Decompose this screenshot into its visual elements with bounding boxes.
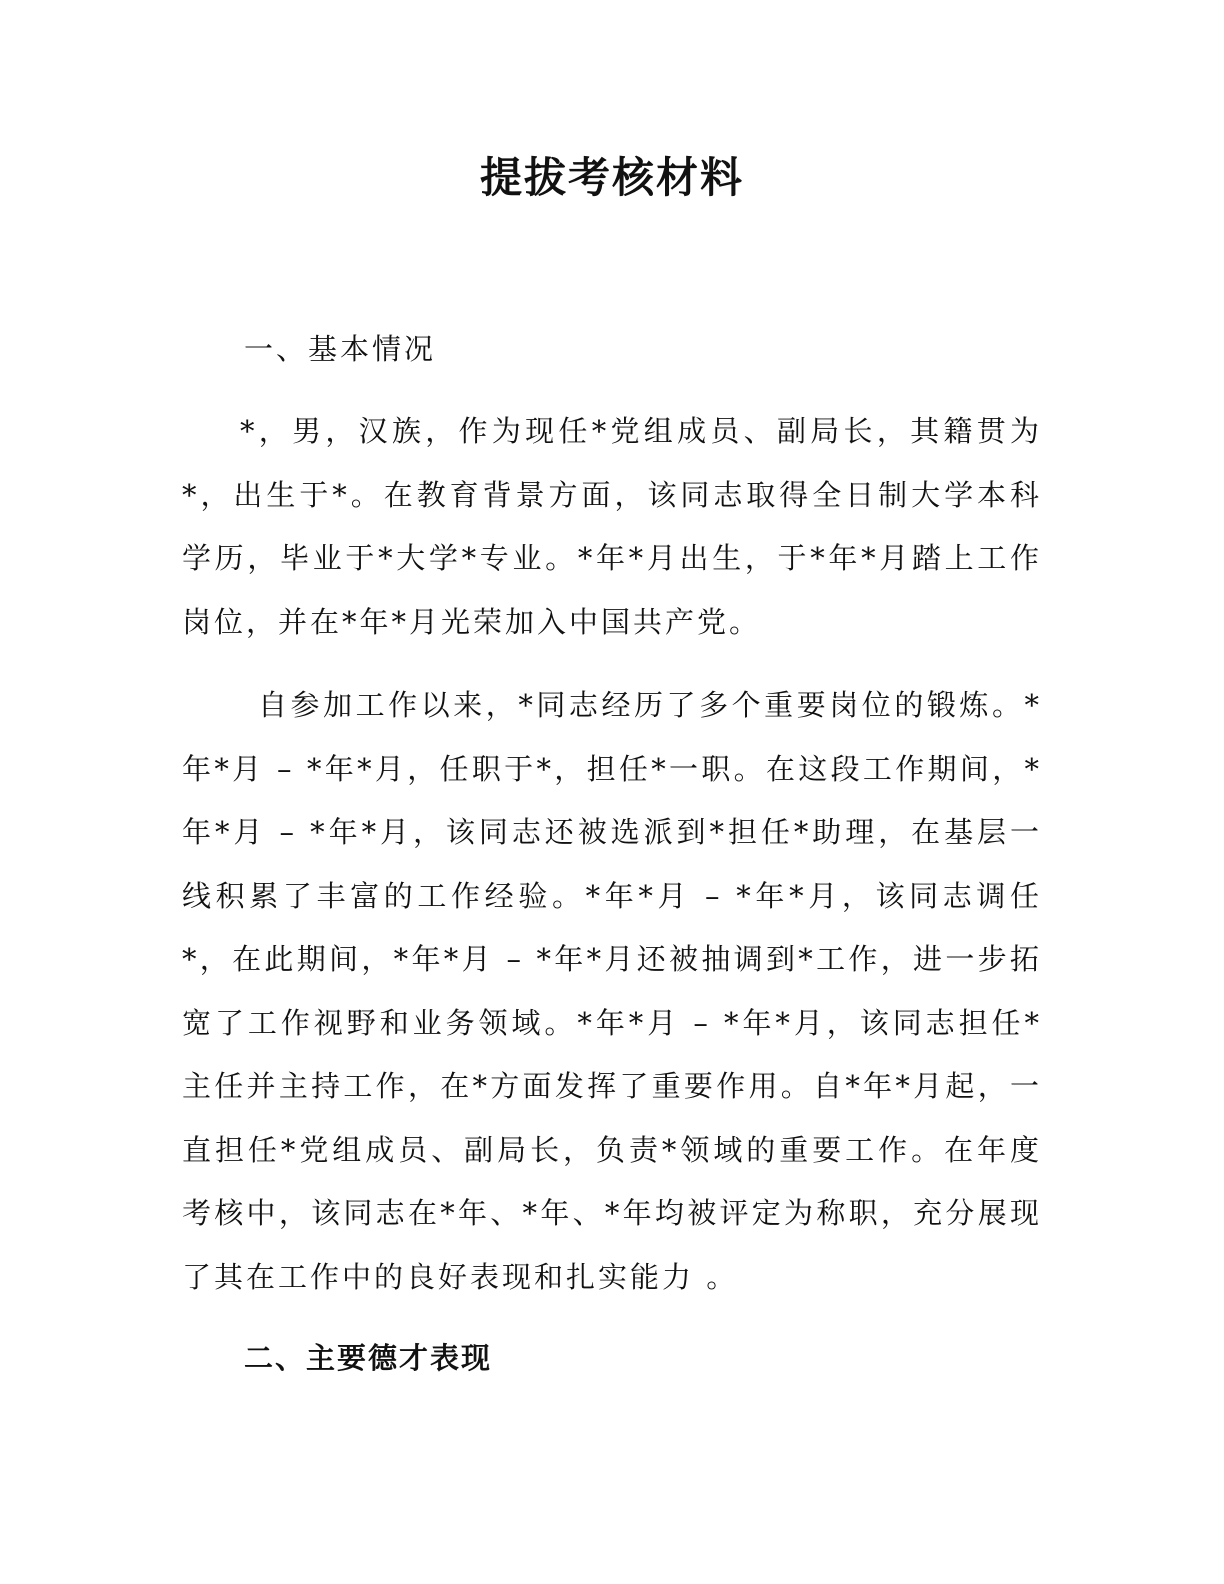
paragraph-basic-info: *，男，汉族，作为现任*党组成员、副局长，其籍贯为*，出生于*。在教育背景方面，该同志取得全日制大学本科学历，毕业于*大学*专业。*年*月出生，于*年*月踏上工作岗位，并在*年*月光荣加入中国共产党。 (182, 414, 1042, 639)
section-heading-basic-info: 一、基本情况 (244, 332, 437, 366)
section-heading-performance: 二、主要德才表现 (244, 1341, 493, 1375)
document-title: 提拔考核材料 (479, 153, 744, 202)
paragraph-work-history: 自参加工作以来，*同志经历了多个重要岗位的锻炼。*年*月 – *年*月，任职于*，担任*一职。在这段工作期间，*年*月 – *年*月，该同志还被选派到*担任*助理，在基层一线积累了丰富的工作经验。*年*月 – *年*月，该同志调任*，在此期间，*年*月 – *年*月还被抽调到*工作，进一步拓宽了工作视野和业务领域。*年*月 – *年*月，该同志担任*主任并主持工作，在*方面发挥了重要作用。自*年*月起，一直担任*党组成员、副局长，负责*领域的重要工作。在年度考核中，该同志在*年、*年、*年均被评定为称职，充分展现了其在工作中的良好表现和扎实能力 。 (182, 688, 1042, 1294)
